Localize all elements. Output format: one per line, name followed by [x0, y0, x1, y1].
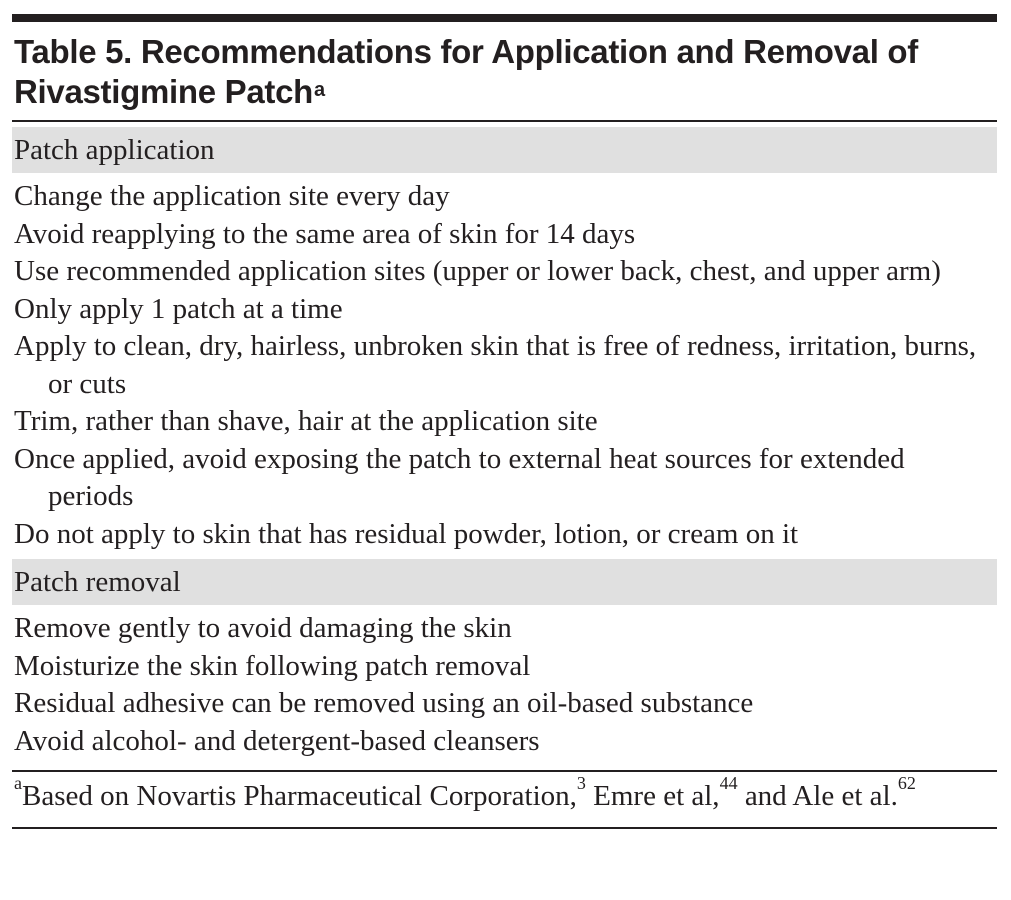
footnote-text-2: Emre et al, [585, 780, 720, 812]
title-rule [12, 120, 997, 122]
list-item: Apply to clean, dry, hairless, unbroken skin that is free of redness, irritation, burns, or cuts [14, 330, 977, 400]
reference-3: 3 [576, 773, 586, 793]
section-items [12, 173, 997, 556]
list-item: Change the application site every day [14, 180, 450, 212]
reference-62: 62 [897, 773, 916, 793]
footnote-marker: a [14, 773, 22, 793]
section-patch-application [12, 127, 997, 556]
section-heading: Patch removal [12, 559, 997, 605]
list-item: Once applied, avoid exposing the patch to external heat sources for extended periods [14, 442, 905, 512]
footnote-text-3: and Ale et al. [737, 780, 898, 812]
bottom-rule [12, 827, 997, 829]
reference-44: 44 [719, 773, 738, 793]
list-item: Only apply 1 patch at a time [14, 292, 343, 325]
list-item: Remove gently to avoid damaging the skin [14, 612, 512, 644]
table-5 [12, 14, 997, 829]
list-item: Moisturize the skin following patch removal [14, 649, 531, 682]
list-item: Trim, rather than shave, hair at the application site [14, 405, 598, 437]
list-item: Avoid alcohol- and detergent-based cleansers [14, 724, 540, 757]
top-rule [12, 14, 997, 22]
section-heading: Patch application [12, 127, 997, 173]
list-item: Avoid reapplying to the same area of skin for 14 days [14, 217, 636, 250]
list-item: Residual adhesive can be removed using an oil-based substance [14, 687, 754, 719]
list-item: Do not apply to skin that has residual powder, lotion, or cream on it [14, 517, 799, 550]
title-footnote-marker: a [314, 79, 325, 101]
table-title-text: Table 5. Recommendations for Application and Removal of Rivastigmine Patch [14, 33, 918, 110]
section-items [12, 605, 997, 763]
list-item: Use recommended application sites (upper or lower back, chest, and upper arm) [14, 255, 941, 287]
table-title [14, 32, 997, 112]
table-footnote [12, 772, 938, 815]
section-patch-removal [12, 559, 997, 763]
footnote-text-1: Based on Novartis Pharmaceutical Corporation, [22, 780, 577, 812]
